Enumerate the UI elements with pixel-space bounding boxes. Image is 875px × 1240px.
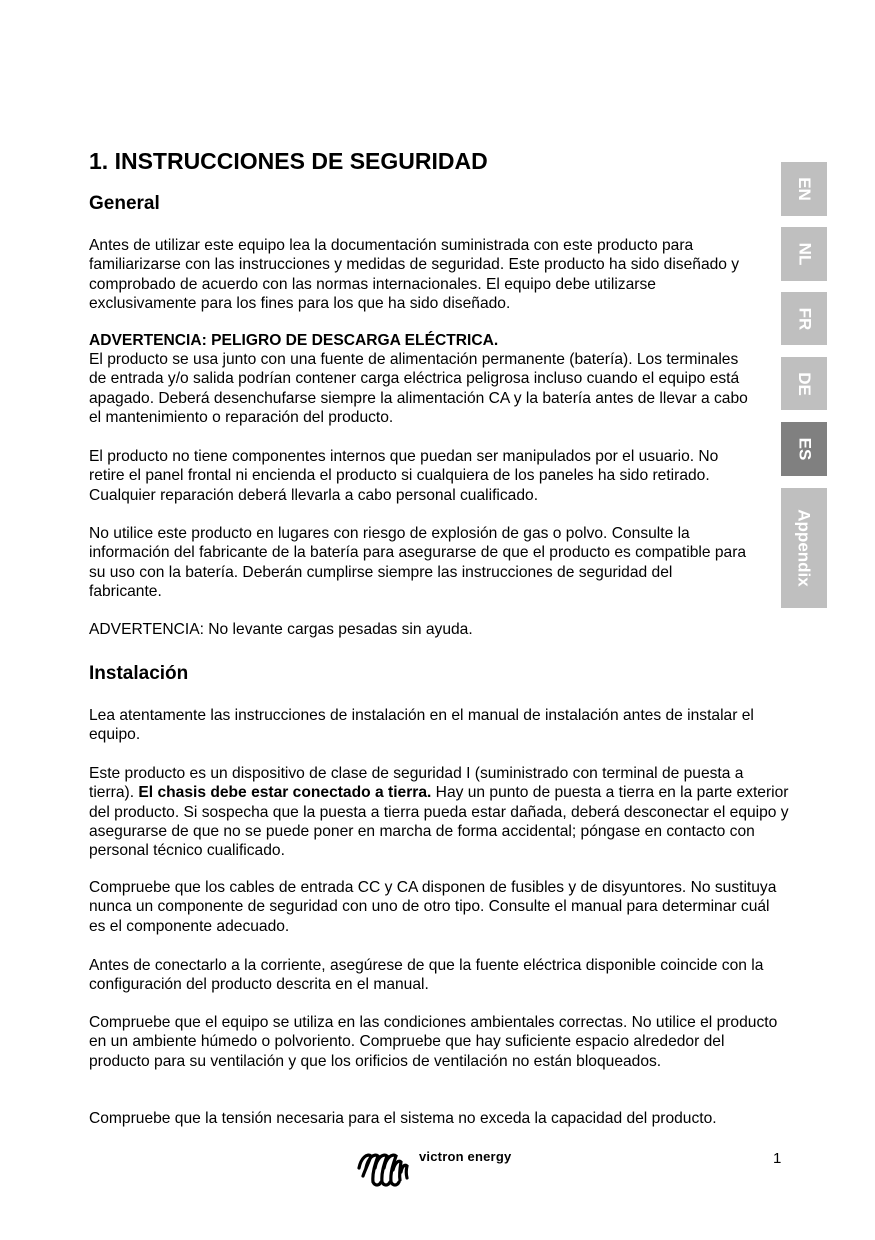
grounding-warning: El chasis debe estar conectado a tierra. (138, 784, 432, 802)
installation-paragraph-2 (89, 764, 789, 860)
tab-de[interactable]: DE (781, 357, 827, 410)
installation-paragraph-2-start: Este producto es un dispositivo de clase de seguridad I (suministrado con terminal de puesta a tierra). (89, 765, 744, 802)
general-paragraph-3: El producto no tiene componentes internos que puedan ser manipulados por el usuario. No retire el panel frontal ni encienda el producto si cualquiera de los paneles ha sido retirado. Cualquier reparación deberá llevarla a cabo personal cualificado. (89, 448, 719, 504)
warning-heading: ADVERTENCIA: PELIGRO DE DESCARGA ELÉCTRICA. (89, 332, 499, 349)
page-title: 1. INSTRUCCIONES DE SEGURIDAD (89, 148, 488, 174)
installation-paragraph-3: Compruebe que los cables de entrada CC y CA disponen de fusibles y de disyuntores. No sustituya nunca un componente de seguridad con uno de otro tipo. Consulte el manual para determinar cuál es el componente adecuado. (89, 879, 777, 935)
installation-paragraph-6: Compruebe que la tensión necesaria para el sistema no exceda la capacidad del producto. (89, 1110, 717, 1127)
general-paragraph-2: El producto se usa junto con una fuente de alimentación permanente (batería). Los terminales de entrada y/o salida podrían contener carga eléctrica peligrosa incluso cuando el equipo está apagado. Deberá desenchufarse siempre la alimentación CA y la batería antes de llevar a cabo el mantenimiento o reparación del producto. (89, 351, 748, 426)
tab-nl[interactable]: NL (781, 227, 827, 281)
installation-paragraph-5: Compruebe que el equipo se utiliza en las condiciones ambientales correctas. No utilice el producto en un ambiente húmedo o polvoriento. Compruebe que hay suficiente espacio alrededor del producto para su ventilación y que los orificios de ventilación no están bloqueados. (89, 1014, 778, 1070)
installation-paragraph-2-end: Hay un punto de puesta a tierra en la parte exterior del producto. Si sospecha que la puesta a tierra pueda estar dañada, deberá desconectar el equipo y asegurarse de que no se puede poner en marcha de forma accidental; póngase en contacto con personal técnico cualificado. (89, 784, 789, 860)
section-heading-general: General (89, 193, 160, 214)
tab-es[interactable]: ES (781, 422, 827, 476)
tab-fr[interactable]: FR (781, 292, 827, 345)
tab-appendix[interactable]: Appendix (781, 488, 827, 608)
installation-paragraph-4: Antes de conectarlo a la corriente, asegúrese de que la fuente eléctrica disponible coincide con la configuración del producto descrita en el manual. (89, 957, 764, 994)
general-paragraph-1: Antes de utilizar este equipo lea la documentación suministrada con este producto para familiarizarse con las instrucciones y medidas de seguridad. Este producto ha sido diseñado y comprobado de acuerdo con las normas internacionales. El equipo debe utilizarse exclusivamente para los fines para los que ha sido diseñado. (89, 237, 740, 312)
victron-swirl-icon (355, 1148, 415, 1190)
brand-name: victron energy (419, 1149, 512, 1164)
general-paragraph-4: No utilice este producto en lugares con riesgo de explosión de gas o polvo. Consulte la información del fabricante de la batería para asegurarse de que el producto es compatible para su uso con la batería. Deberán cumplirse siempre las instrucciones de seguridad del fabricante. (89, 525, 747, 600)
section-heading-installation: Instalación (89, 663, 189, 684)
tab-en[interactable]: EN (781, 162, 827, 216)
general-paragraph-5: ADVERTENCIA: No levante cargas pesadas sin ayuda. (89, 621, 473, 638)
victron-logo (355, 1148, 511, 1190)
page-number: 1 (773, 1150, 782, 1167)
installation-paragraph-1: Lea atentamente las instrucciones de instalación en el manual de instalación antes de instalar el equipo. (89, 707, 754, 744)
